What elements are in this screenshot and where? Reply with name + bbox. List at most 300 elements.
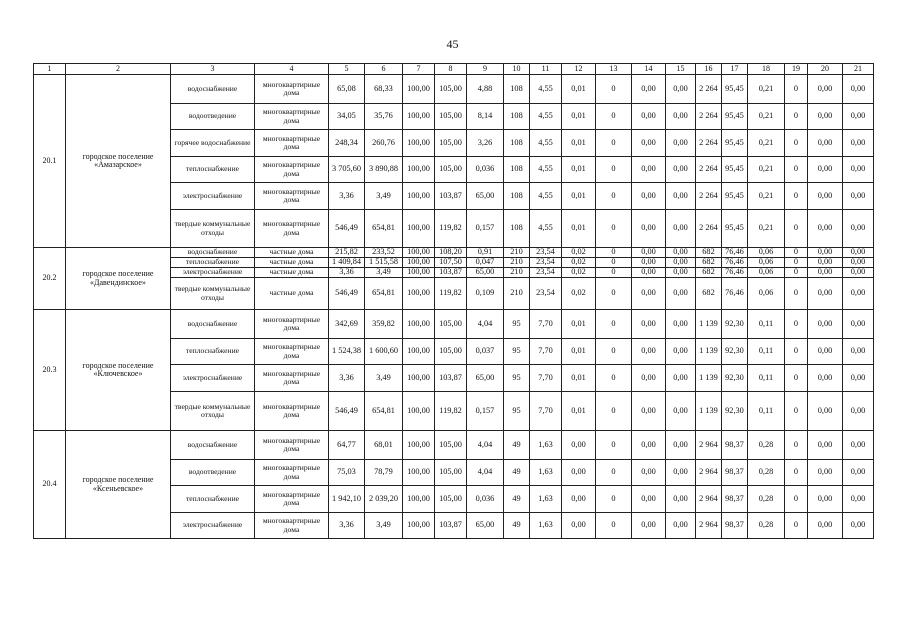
value-cell: 0,037	[467, 339, 504, 365]
value-cell: 3 890,88	[365, 157, 403, 183]
value-cell: 0	[596, 310, 632, 339]
value-cell: 103,87	[435, 365, 467, 392]
value-cell: 95,45	[722, 75, 748, 104]
value-cell: 100,00	[403, 75, 435, 104]
value-cell: 107,50	[435, 258, 467, 268]
value-cell: 98,37	[722, 513, 748, 539]
value-cell: 0,00	[843, 486, 874, 513]
value-cell: 0,109	[467, 278, 504, 310]
service-type: теплоснабжение	[171, 486, 255, 513]
table-header	[34, 64, 874, 75]
value-cell: 76,46	[722, 248, 748, 258]
value-cell: 0,00	[632, 210, 666, 248]
value-cell: 4,55	[530, 183, 562, 210]
value-cell: 100,00	[403, 104, 435, 130]
column-header-11: 11	[530, 64, 562, 75]
value-cell: 76,46	[722, 258, 748, 268]
column-header-3: 3	[171, 64, 255, 75]
value-cell: 105,00	[435, 460, 467, 486]
service-type: электроснабжение	[171, 268, 255, 278]
value-cell: 0,00	[843, 513, 874, 539]
value-cell: 3,36	[329, 268, 365, 278]
value-cell: 95,45	[722, 130, 748, 157]
value-cell: 65,00	[467, 183, 504, 210]
housing-type: частные дома	[255, 248, 329, 258]
value-cell: 4,04	[467, 431, 504, 460]
value-cell: 3,26	[467, 130, 504, 157]
value-cell: 0,00	[666, 513, 696, 539]
value-cell: 0	[785, 460, 808, 486]
value-cell: 0,00	[562, 513, 596, 539]
value-cell: 0,00	[666, 310, 696, 339]
value-cell: 105,00	[435, 431, 467, 460]
column-header-15: 15	[666, 64, 696, 75]
service-type: твердые коммунальные отходы	[171, 210, 255, 248]
value-cell: 95,45	[722, 183, 748, 210]
value-cell: 23,54	[530, 278, 562, 310]
value-cell: 0,00	[843, 431, 874, 460]
value-cell: 0,01	[562, 210, 596, 248]
value-cell: 108	[504, 183, 530, 210]
value-cell: 65,08	[329, 75, 365, 104]
value-cell: 95	[504, 392, 530, 431]
value-cell: 0,28	[748, 460, 785, 486]
table-body	[34, 75, 874, 539]
value-cell: 2 264	[696, 157, 722, 183]
value-cell: 0,00	[808, 460, 843, 486]
value-cell: 0	[785, 248, 808, 258]
value-cell: 0,01	[562, 157, 596, 183]
value-cell: 0,21	[748, 157, 785, 183]
value-cell: 0,00	[808, 486, 843, 513]
value-cell: 2 039,20	[365, 486, 403, 513]
value-cell: 103,87	[435, 268, 467, 278]
value-cell: 103,87	[435, 513, 467, 539]
value-cell: 0,00	[666, 486, 696, 513]
value-cell: 0,00	[808, 210, 843, 248]
value-cell: 105,00	[435, 104, 467, 130]
value-cell: 92,30	[722, 310, 748, 339]
value-cell: 0,00	[632, 248, 666, 258]
value-cell: 682	[696, 268, 722, 278]
value-cell: 233,52	[365, 248, 403, 258]
value-cell: 682	[696, 278, 722, 310]
value-cell: 108	[504, 75, 530, 104]
value-cell: 0,00	[666, 75, 696, 104]
value-cell: 0,06	[748, 248, 785, 258]
value-cell: 654,81	[365, 392, 403, 431]
service-type: водоснабжение	[171, 75, 255, 104]
value-cell: 0,00	[632, 513, 666, 539]
value-cell: 23,54	[530, 258, 562, 268]
value-cell: 7,70	[530, 365, 562, 392]
value-cell: 0,06	[748, 268, 785, 278]
value-cell: 49	[504, 513, 530, 539]
value-cell: 3,49	[365, 365, 403, 392]
value-cell: 92,30	[722, 365, 748, 392]
service-type: водоотведение	[171, 460, 255, 486]
value-cell: 119,82	[435, 392, 467, 431]
value-cell: 3,36	[329, 365, 365, 392]
value-cell: 65,00	[467, 268, 504, 278]
value-cell: 2 964	[696, 431, 722, 460]
value-cell: 0,06	[748, 278, 785, 310]
column-header-5: 5	[329, 64, 365, 75]
column-header-13: 13	[596, 64, 632, 75]
service-type: водоотведение	[171, 104, 255, 130]
value-cell: 0,01	[562, 130, 596, 157]
value-cell: 98,37	[722, 431, 748, 460]
value-cell: 0	[785, 486, 808, 513]
value-cell: 100,00	[403, 431, 435, 460]
housing-type: многоквартирные дома	[255, 210, 329, 248]
service-type: электроснабжение	[171, 183, 255, 210]
value-cell: 35,76	[365, 104, 403, 130]
value-cell: 0,00	[666, 258, 696, 268]
value-cell: 100,00	[403, 268, 435, 278]
value-cell: 0	[785, 431, 808, 460]
value-cell: 0,28	[748, 486, 785, 513]
value-cell: 0	[785, 157, 808, 183]
value-cell: 2 264	[696, 130, 722, 157]
value-cell: 0,00	[843, 278, 874, 310]
value-cell: 654,81	[365, 278, 403, 310]
value-cell: 1 409,84	[329, 258, 365, 268]
value-cell: 1 139	[696, 339, 722, 365]
value-cell: 0,00	[843, 104, 874, 130]
value-cell: 0	[785, 268, 808, 278]
value-cell: 0,00	[808, 75, 843, 104]
column-header-12: 12	[562, 64, 596, 75]
value-cell: 49	[504, 460, 530, 486]
service-type: твердые коммунальные отходы	[171, 278, 255, 310]
value-cell: 0,00	[632, 486, 666, 513]
value-cell: 100,00	[403, 486, 435, 513]
value-cell: 2 264	[696, 183, 722, 210]
value-cell: 0	[785, 310, 808, 339]
territory-name: городское поселение «Ксеньевское»	[66, 431, 171, 539]
value-cell: 0,00	[808, 310, 843, 339]
service-type: электроснабжение	[171, 365, 255, 392]
value-cell: 0,00	[632, 157, 666, 183]
value-cell: 1,63	[530, 431, 562, 460]
value-cell: 4,55	[530, 210, 562, 248]
value-cell: 76,46	[722, 278, 748, 310]
value-cell: 108	[504, 130, 530, 157]
value-cell: 0,11	[748, 365, 785, 392]
value-cell: 654,81	[365, 210, 403, 248]
column-header-19: 19	[785, 64, 808, 75]
value-cell: 0,00	[632, 268, 666, 278]
value-cell: 0	[596, 183, 632, 210]
column-header-7: 7	[403, 64, 435, 75]
value-cell: 2 264	[696, 210, 722, 248]
value-cell: 0,01	[562, 310, 596, 339]
value-cell: 0	[596, 431, 632, 460]
column-header-8: 8	[435, 64, 467, 75]
value-cell: 0,00	[843, 392, 874, 431]
value-cell: 0,28	[748, 431, 785, 460]
value-cell: 0,00	[632, 392, 666, 431]
value-cell: 1,63	[530, 513, 562, 539]
value-cell: 1,63	[530, 460, 562, 486]
value-cell: 8,14	[467, 104, 504, 130]
value-cell: 7,70	[530, 392, 562, 431]
value-cell: 0,28	[748, 513, 785, 539]
value-cell: 105,00	[435, 130, 467, 157]
value-cell: 103,87	[435, 183, 467, 210]
value-cell: 95	[504, 365, 530, 392]
housing-type: многоквартирные дома	[255, 392, 329, 431]
column-header-1: 1	[34, 64, 66, 75]
value-cell: 0	[596, 268, 632, 278]
value-cell: 3,36	[329, 183, 365, 210]
value-cell: 0	[785, 339, 808, 365]
value-cell: 546,49	[329, 392, 365, 431]
value-cell: 0,02	[562, 248, 596, 258]
value-cell: 2 264	[696, 104, 722, 130]
value-cell: 3,49	[365, 268, 403, 278]
value-cell: 0,00	[632, 310, 666, 339]
value-cell: 0,01	[562, 183, 596, 210]
value-cell: 108	[504, 210, 530, 248]
value-cell: 100,00	[403, 210, 435, 248]
value-cell: 1 524,38	[329, 339, 365, 365]
value-cell: 108	[504, 157, 530, 183]
value-cell: 76,46	[722, 268, 748, 278]
value-cell: 0,00	[843, 310, 874, 339]
value-cell: 0,00	[843, 268, 874, 278]
value-cell: 0,00	[843, 365, 874, 392]
value-cell: 0,21	[748, 75, 785, 104]
value-cell: 108,20	[435, 248, 467, 258]
value-cell: 34,05	[329, 104, 365, 130]
value-cell: 0,00	[808, 513, 843, 539]
value-cell: 0,00	[632, 460, 666, 486]
value-cell: 0,11	[748, 392, 785, 431]
value-cell: 546,49	[329, 210, 365, 248]
value-cell: 0	[596, 460, 632, 486]
service-type: водоснабжение	[171, 310, 255, 339]
value-cell: 0	[596, 392, 632, 431]
territory-code: 20.2	[34, 248, 66, 310]
value-cell: 0,00	[843, 248, 874, 258]
housing-type: частные дома	[255, 268, 329, 278]
value-cell: 0,00	[808, 258, 843, 268]
value-cell: 95,45	[722, 157, 748, 183]
value-cell: 3,36	[329, 513, 365, 539]
value-cell: 210	[504, 278, 530, 310]
column-header-2: 2	[66, 64, 171, 75]
table-row	[34, 310, 874, 339]
value-cell: 4,55	[530, 130, 562, 157]
value-cell: 92,30	[722, 392, 748, 431]
value-cell: 0,00	[632, 339, 666, 365]
service-type: теплоснабжение	[171, 157, 255, 183]
value-cell: 65,00	[467, 365, 504, 392]
value-cell: 0,21	[748, 183, 785, 210]
value-cell: 0,00	[808, 365, 843, 392]
value-cell: 0,00	[562, 486, 596, 513]
value-cell: 2 964	[696, 513, 722, 539]
value-cell: 2 964	[696, 486, 722, 513]
value-cell: 3,49	[365, 183, 403, 210]
value-cell: 0,00	[808, 104, 843, 130]
value-cell: 95	[504, 310, 530, 339]
value-cell: 0	[785, 130, 808, 157]
value-cell: 0,02	[562, 268, 596, 278]
value-cell: 0	[596, 278, 632, 310]
value-cell: 100,00	[403, 130, 435, 157]
value-cell: 0,00	[632, 258, 666, 268]
value-cell: 92,30	[722, 339, 748, 365]
territory-code: 20.3	[34, 310, 66, 431]
value-cell: 1 515,58	[365, 258, 403, 268]
value-cell: 4,55	[530, 104, 562, 130]
value-cell: 0	[596, 486, 632, 513]
value-cell: 0	[785, 75, 808, 104]
value-cell: 546,49	[329, 278, 365, 310]
value-cell: 0,00	[666, 183, 696, 210]
value-cell: 0,00	[808, 248, 843, 258]
housing-type: частные дома	[255, 258, 329, 268]
value-cell: 119,82	[435, 210, 467, 248]
value-cell: 0,00	[562, 431, 596, 460]
value-cell: 0,00	[666, 278, 696, 310]
value-cell: 0	[785, 104, 808, 130]
value-cell: 0,00	[666, 460, 696, 486]
value-cell: 0,06	[748, 258, 785, 268]
territory-name: городское поселение «Амазарское»	[66, 75, 171, 248]
value-cell: 105,00	[435, 486, 467, 513]
value-cell: 108	[504, 104, 530, 130]
column-header-21: 21	[843, 64, 874, 75]
value-cell: 1 942,10	[329, 486, 365, 513]
value-cell: 0,01	[562, 75, 596, 104]
value-cell: 359,82	[365, 310, 403, 339]
value-cell: 0,00	[666, 431, 696, 460]
value-cell: 1 139	[696, 310, 722, 339]
value-cell: 0,00	[808, 157, 843, 183]
value-cell: 682	[696, 248, 722, 258]
value-cell: 68,01	[365, 431, 403, 460]
value-cell: 0,00	[808, 183, 843, 210]
value-cell: 0	[785, 258, 808, 268]
value-cell: 23,54	[530, 248, 562, 258]
housing-type: многоквартирные дома	[255, 104, 329, 130]
value-cell: 0	[596, 513, 632, 539]
value-cell: 100,00	[403, 513, 435, 539]
value-cell: 98,37	[722, 460, 748, 486]
value-cell: 0,00	[843, 130, 874, 157]
value-cell: 0,00	[843, 75, 874, 104]
column-header-17: 17	[722, 64, 748, 75]
column-header-4: 4	[255, 64, 329, 75]
value-cell: 1,63	[530, 486, 562, 513]
value-cell: 0,00	[843, 157, 874, 183]
value-cell: 0,00	[666, 130, 696, 157]
value-cell: 0	[596, 258, 632, 268]
value-cell: 64,77	[329, 431, 365, 460]
territory-code: 20.4	[34, 431, 66, 539]
housing-type: многоквартирные дома	[255, 339, 329, 365]
value-cell: 78,79	[365, 460, 403, 486]
value-cell: 95,45	[722, 210, 748, 248]
value-cell: 95,45	[722, 104, 748, 130]
value-cell: 1 600,60	[365, 339, 403, 365]
value-cell: 210	[504, 258, 530, 268]
value-cell: 0,00	[666, 339, 696, 365]
value-cell: 215,82	[329, 248, 365, 258]
housing-type: многоквартирные дома	[255, 310, 329, 339]
value-cell: 0,00	[666, 365, 696, 392]
service-type: водоснабжение	[171, 431, 255, 460]
value-cell: 1 139	[696, 392, 722, 431]
value-cell: 0	[596, 248, 632, 258]
page-number: 45	[446, 37, 459, 51]
value-cell: 95	[504, 339, 530, 365]
value-cell: 100,00	[403, 157, 435, 183]
value-cell: 0,00	[666, 210, 696, 248]
value-cell: 0,00	[808, 392, 843, 431]
housing-type: частные дома	[255, 278, 329, 310]
value-cell: 0,00	[808, 130, 843, 157]
value-cell: 0,00	[632, 130, 666, 157]
value-cell: 105,00	[435, 75, 467, 104]
value-cell: 4,04	[467, 460, 504, 486]
column-header-6: 6	[365, 64, 403, 75]
value-cell: 0,00	[632, 75, 666, 104]
housing-type: многоквартирные дома	[255, 365, 329, 392]
value-cell: 0,047	[467, 258, 504, 268]
value-cell: 65,00	[467, 513, 504, 539]
housing-type: многоквартирные дома	[255, 130, 329, 157]
value-cell: 210	[504, 248, 530, 258]
value-cell: 0,00	[632, 365, 666, 392]
value-cell: 0,91	[467, 248, 504, 258]
value-cell: 0,00	[843, 258, 874, 268]
value-cell: 0,02	[562, 278, 596, 310]
value-cell: 0,036	[467, 157, 504, 183]
value-cell: 4,55	[530, 75, 562, 104]
value-cell: 0,21	[748, 104, 785, 130]
value-cell: 4,88	[467, 75, 504, 104]
value-cell: 100,00	[403, 339, 435, 365]
column-header-20: 20	[808, 64, 843, 75]
value-cell: 0,00	[632, 183, 666, 210]
value-cell: 100,00	[403, 392, 435, 431]
column-header-18: 18	[748, 64, 785, 75]
value-cell: 0	[785, 278, 808, 310]
service-type: твердые коммунальные отходы	[171, 392, 255, 431]
housing-type: многоквартирные дома	[255, 513, 329, 539]
value-cell: 248,34	[329, 130, 365, 157]
column-number-row	[34, 64, 874, 75]
value-cell: 0	[596, 157, 632, 183]
value-cell: 100,00	[403, 258, 435, 268]
value-cell: 100,00	[403, 310, 435, 339]
value-cell: 100,00	[403, 248, 435, 258]
value-cell: 0,00	[666, 104, 696, 130]
tariff-table	[33, 63, 874, 539]
service-type: электроснабжение	[171, 513, 255, 539]
service-type: водоснабжение	[171, 248, 255, 258]
value-cell: 0,21	[748, 130, 785, 157]
table-row	[34, 431, 874, 460]
value-cell: 68,33	[365, 75, 403, 104]
value-cell: 0,01	[562, 339, 596, 365]
column-header-9: 9	[467, 64, 504, 75]
